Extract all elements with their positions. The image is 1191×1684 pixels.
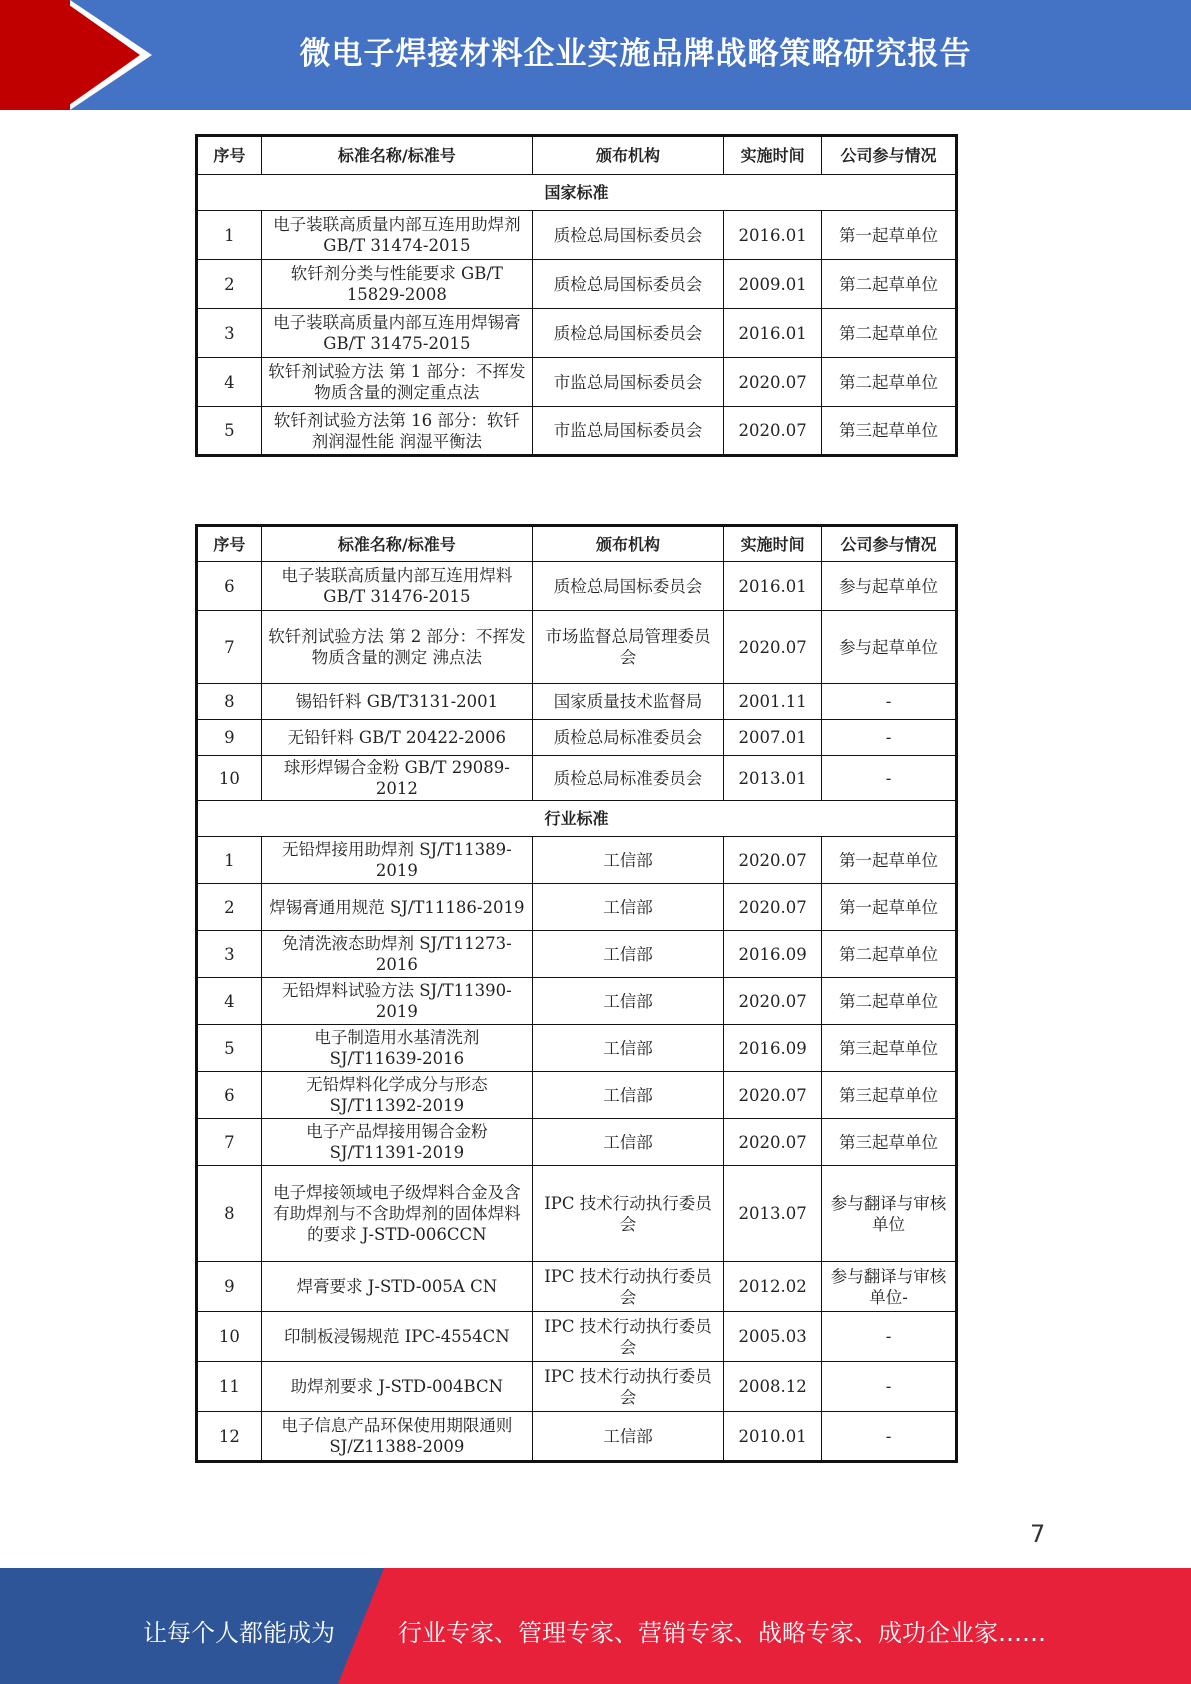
- table-row: [197, 1312, 957, 1362]
- cell-date: 2013.01: [724, 756, 822, 801]
- table-row: [197, 978, 957, 1025]
- table-header-row: [197, 136, 957, 175]
- cell-no: 9: [197, 1262, 262, 1312]
- cell-role: 第三起草单位: [821, 1119, 956, 1166]
- cell-date: 2020.07: [724, 407, 822, 456]
- table-row: [197, 1262, 957, 1312]
- cell-org: IPC 技术行动执行委员会: [532, 1312, 723, 1362]
- cell-role: 第二起草单位: [821, 931, 956, 978]
- cell-name: 电子信息产品环保使用期限通则 SJ/Z11388-2009: [261, 1412, 532, 1462]
- col-header-name: 标准名称/标准号: [261, 136, 532, 175]
- cell-no: 7: [197, 1119, 262, 1166]
- cell-org: 质检总局国标委员会: [532, 309, 723, 358]
- cell-date: 2010.01: [724, 1412, 822, 1462]
- cell-date: 2016.09: [724, 931, 822, 978]
- cell-org: 质检总局国标委员会: [532, 260, 723, 309]
- col-header-no: 序号: [197, 136, 262, 175]
- cell-role: -: [821, 1362, 956, 1412]
- cell-no: 11: [197, 1362, 262, 1412]
- cell-name: 电子制造用水基清洗剂 SJ/T11639-2016: [261, 1025, 532, 1072]
- cell-role: 第二起草单位: [821, 260, 956, 309]
- cell-no: 6: [197, 1072, 262, 1119]
- cell-no: 5: [197, 407, 262, 456]
- cell-no: 5: [197, 1025, 262, 1072]
- cell-name: 电子装联高质量内部互连用助焊剂GB/T 31474-2015: [261, 211, 532, 260]
- cell-role: 第二起草单位: [821, 358, 956, 407]
- page-header: [0, 0, 1191, 110]
- col-header-org: 颁布机构: [532, 136, 723, 175]
- cell-name: 电子装联高质量内部互连用焊锡膏 GB/T 31475-2015: [261, 309, 532, 358]
- cell-org: 工信部: [532, 1025, 723, 1072]
- cell-no: 3: [197, 309, 262, 358]
- cell-org: 质检总局国标委员会: [532, 562, 723, 611]
- table-row: [197, 1072, 957, 1119]
- cell-date: 2020.07: [724, 1119, 822, 1166]
- table-row: [197, 562, 957, 611]
- cell-date: 2009.01: [724, 260, 822, 309]
- cell-role: -: [821, 1412, 956, 1462]
- national-standards-table: [195, 134, 958, 457]
- cell-date: 2012.02: [724, 1262, 822, 1312]
- cell-org: 国家质量技术监督局: [532, 684, 723, 720]
- section-row: [197, 801, 957, 837]
- section-row: [197, 175, 957, 211]
- cell-name: 焊锡膏通用规范 SJ/T11186-2019: [261, 884, 532, 931]
- cell-date: 2020.07: [724, 978, 822, 1025]
- section-industry: 行业标准: [197, 801, 957, 837]
- cell-name: 无铅钎料 GB/T 20422-2006: [261, 720, 532, 756]
- table-row: [197, 1362, 957, 1412]
- cell-org: 市监总局国标委员会: [532, 407, 723, 456]
- cell-role: 第一起草单位: [821, 837, 956, 884]
- col-header-role: 公司参与情况: [821, 526, 956, 562]
- table-row: [197, 407, 957, 456]
- cell-org: IPC 技术行动执行委员会: [532, 1362, 723, 1412]
- cell-name: 球形焊锡合金粉 GB/T 29089-2012: [261, 756, 532, 801]
- cell-role: 第一起草单位: [821, 884, 956, 931]
- cell-role: -: [821, 684, 956, 720]
- cell-role: -: [821, 1312, 956, 1362]
- col-header-date: 实施时间: [724, 526, 822, 562]
- cell-date: 2016.09: [724, 1025, 822, 1072]
- cell-no: 2: [197, 884, 262, 931]
- cell-role: 第二起草单位: [821, 309, 956, 358]
- cell-role: 第三起草单位: [821, 407, 956, 456]
- col-header-name: 标准名称/标准号: [261, 526, 532, 562]
- cell-org: 工信部: [532, 1072, 723, 1119]
- header-title: 微电子焊接材料企业实施品牌战略策略研究报告: [299, 36, 972, 72]
- cell-date: 2020.07: [724, 611, 822, 684]
- cell-org: IPC 技术行动执行委员会: [532, 1262, 723, 1312]
- cell-org: 市监总局国标委员会: [532, 358, 723, 407]
- table-header-row: [197, 526, 957, 562]
- table-row: [197, 611, 957, 684]
- table-row: [197, 309, 957, 358]
- cell-name: 锡铅钎料 GB/T3131-2001: [261, 684, 532, 720]
- cell-org: 工信部: [532, 1119, 723, 1166]
- cell-name: 电子装联高质量内部互连用焊料 GB/T 31476-2015: [261, 562, 532, 611]
- cell-role: 第二起草单位: [821, 978, 956, 1025]
- footer-slogan-left: 让每个人都能成为: [143, 1619, 335, 1647]
- cell-no: 12: [197, 1412, 262, 1462]
- cell-no: 9: [197, 720, 262, 756]
- cell-name: 无铅焊料试验方法 SJ/T11390-2019: [261, 978, 532, 1025]
- table-row: [197, 684, 957, 720]
- cell-date: 2001.11: [724, 684, 822, 720]
- cell-org: 工信部: [532, 1412, 723, 1462]
- table-row: [197, 837, 957, 884]
- cell-no: 8: [197, 684, 262, 720]
- cell-org: IPC 技术行动执行委员会: [532, 1166, 723, 1262]
- cell-no: 4: [197, 978, 262, 1025]
- cell-date: 2016.01: [724, 309, 822, 358]
- cell-date: 2020.07: [724, 884, 822, 931]
- section-national: 国家标准: [197, 175, 957, 211]
- col-header-no: 序号: [197, 526, 262, 562]
- col-header-role: 公司参与情况: [821, 136, 956, 175]
- cell-name: 焊膏要求 J-STD-005A CN: [261, 1262, 532, 1312]
- col-header-org: 颁布机构: [532, 526, 723, 562]
- cell-name: 软钎剂试验方法第 16 部分：软钎剂润湿性能 润湿平衡法: [261, 407, 532, 456]
- cell-no: 6: [197, 562, 262, 611]
- header-red-chevron: [62, 0, 140, 110]
- cell-role: 参与翻译与审核单位: [821, 1166, 956, 1262]
- cell-no: 7: [197, 611, 262, 684]
- cell-date: 2008.12: [724, 1362, 822, 1412]
- cell-name: 免清洗液态助焊剂 SJ/T11273-2016: [261, 931, 532, 978]
- cell-org: 工信部: [532, 837, 723, 884]
- cell-date: 2020.07: [724, 1072, 822, 1119]
- cell-name: 无铅焊接用助焊剂 SJ/T11389-2019: [261, 837, 532, 884]
- cell-date: 2020.07: [724, 837, 822, 884]
- table-row: [197, 1119, 957, 1166]
- cell-name: 无铅焊料化学成分与形态 SJ/T11392-2019: [261, 1072, 532, 1119]
- cell-no: 1: [197, 211, 262, 260]
- cell-role: 第三起草单位: [821, 1072, 956, 1119]
- cell-date: 2013.07: [724, 1166, 822, 1262]
- cell-role: 参与起草单位: [821, 562, 956, 611]
- cell-name: 电子焊接领域电子级焊料合金及含有助焊剂与不含助焊剂的固体焊料的要求 J-STD-006CCN: [261, 1166, 532, 1262]
- cell-name: 电子产品焊接用锡合金粉 SJ/T11391-2019: [261, 1119, 532, 1166]
- col-header-date: 实施时间: [724, 136, 822, 175]
- cell-name: 印制板浸锡规范 IPC-4554CN: [261, 1312, 532, 1362]
- cell-no: 2: [197, 260, 262, 309]
- cell-role: -: [821, 756, 956, 801]
- cell-org: 工信部: [532, 884, 723, 931]
- cell-no: 8: [197, 1166, 262, 1262]
- cell-no: 4: [197, 358, 262, 407]
- table-row: [197, 931, 957, 978]
- table-row: [197, 211, 957, 260]
- cell-role: 参与起草单位: [821, 611, 956, 684]
- cell-no: 10: [197, 756, 262, 801]
- page-number: 7: [1030, 1520, 1046, 1548]
- table-row: [197, 720, 957, 756]
- cell-name: 软钎剂试验方法 第 2 部分：不挥发物质含量的测定 沸点法: [261, 611, 532, 684]
- cell-org: 工信部: [532, 978, 723, 1025]
- cell-org: 质检总局国标委员会: [532, 211, 723, 260]
- table-row: [197, 1166, 957, 1262]
- cell-org: 工信部: [532, 931, 723, 978]
- cell-date: 2005.03: [724, 1312, 822, 1362]
- cell-org: 市场监督总局管理委员会: [532, 611, 723, 684]
- table-row: [197, 358, 957, 407]
- table-row: [197, 1412, 957, 1462]
- footer-slogan-right: 行业专家、管理专家、营销专家、战略专家、成功企业家……: [398, 1619, 1046, 1647]
- cell-org: 质检总局标准委员会: [532, 756, 723, 801]
- cell-date: 2016.01: [724, 211, 822, 260]
- cell-date: 2020.07: [724, 358, 822, 407]
- cell-name: 软钎剂分类与性能要求 GB/T 15829-2008: [261, 260, 532, 309]
- table-row: [197, 260, 957, 309]
- standards-table-continued: [195, 524, 958, 1463]
- cell-date: 2016.01: [724, 562, 822, 611]
- cell-role: 参与翻译与审核单位-: [821, 1262, 956, 1312]
- cell-name: 助焊剂要求 J-STD-004BCN: [261, 1362, 532, 1412]
- cell-no: 1: [197, 837, 262, 884]
- cell-org: 质检总局标准委员会: [532, 720, 723, 756]
- header-red-block: [0, 0, 70, 110]
- cell-role: 第三起草单位: [821, 1025, 956, 1072]
- cell-date: 2007.01: [724, 720, 822, 756]
- cell-name: 软钎剂试验方法 第 1 部分：不挥发物质含量的测定重点法: [261, 358, 532, 407]
- cell-role: 第一起草单位: [821, 211, 956, 260]
- page-footer: [0, 1568, 1191, 1684]
- cell-no: 3: [197, 931, 262, 978]
- cell-no: 10: [197, 1312, 262, 1362]
- cell-role: -: [821, 720, 956, 756]
- table-row: [197, 756, 957, 801]
- table-row: [197, 1025, 957, 1072]
- table-row: [197, 884, 957, 931]
